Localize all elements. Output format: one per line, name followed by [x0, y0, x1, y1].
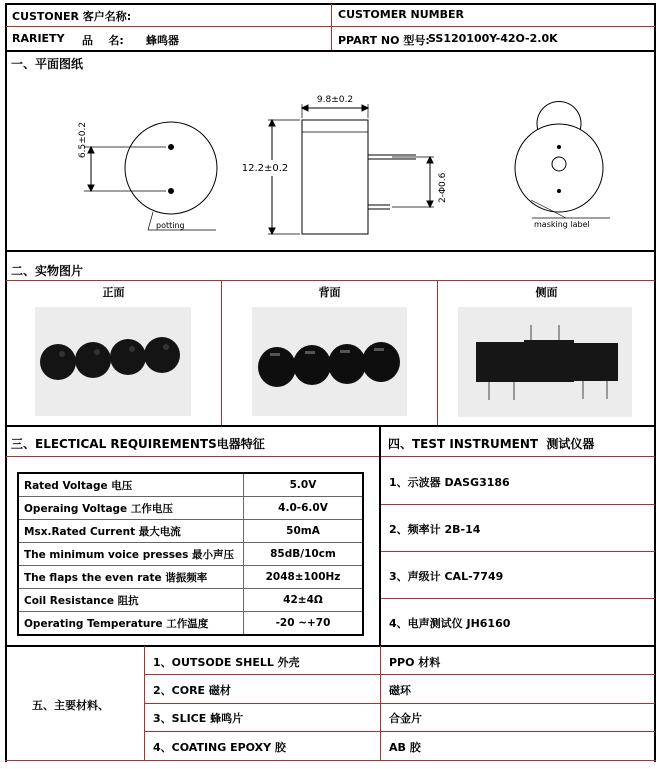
vline-photo-2: [437, 281, 438, 425]
mat-line-3: [145, 731, 655, 732]
pin-spacing-dim: 2-Φ0.6: [438, 172, 448, 203]
photo-front: [35, 307, 191, 416]
spec-value: -20 ~+70: [244, 612, 364, 636]
hline-2: [6, 50, 655, 52]
customer-number-label: CUSTOMER NUMBER: [338, 8, 464, 21]
material-value: AB 胶: [389, 741, 421, 754]
masking-label: masking label: [534, 220, 590, 229]
technical-drawing: [6, 60, 655, 248]
spec-table: [17, 472, 364, 636]
spec-value: 85dB/10cm: [244, 543, 364, 566]
table-row: [18, 497, 363, 520]
customer-label: CUSTONER 客户名称:: [12, 10, 132, 23]
instrument-item: 2、频率计 2B-14: [389, 523, 481, 536]
caption-back: 背面: [318, 286, 341, 299]
spec-name: The minimum voice presses 最小声压: [18, 543, 244, 566]
section2-title: 二、实物图片: [11, 264, 84, 278]
spec-value: 50mA: [244, 520, 364, 543]
hline-caption: [6, 280, 655, 281]
potting-label: potting: [156, 221, 185, 230]
hline-6: [6, 645, 655, 647]
spec-value: 2048±100Hz: [244, 566, 364, 589]
table-row: [18, 520, 363, 543]
spec-name: Msx.Rated Current 最大电流: [18, 520, 244, 543]
mat-line-1: [145, 674, 655, 675]
section5-title: 五、主要材料、: [32, 699, 109, 712]
material-part: 2、CORE 磁材: [153, 684, 231, 697]
spec-value: 5.0V: [244, 473, 364, 497]
table-row: [18, 473, 363, 497]
part-no: SS120100Y-42O-2.0K: [428, 32, 558, 45]
inst-line-3: [381, 598, 655, 599]
width-dim: 9.8±0.2: [316, 95, 354, 105]
material-part: 4、COATING EPOXY 胶: [153, 741, 286, 754]
section1-title: 一、平面图纸: [11, 57, 84, 71]
spec-value: 42±4Ω: [244, 589, 364, 612]
instrument-item: 1、示波器 DASG3186: [389, 476, 510, 489]
caption-side: 侧面: [535, 286, 558, 299]
variety-label: RARIETY: [12, 32, 65, 45]
part-no-label: PPART NO 型号:: [338, 34, 430, 47]
material-value: 合金片: [389, 712, 422, 725]
vline-photo-1: [221, 281, 222, 425]
spec-name: Rated Voltage 电压: [18, 473, 244, 497]
spec-name: The flaps the even rate 谐振频率: [18, 566, 244, 589]
spec-name: Coil Resistance 阻抗: [18, 589, 244, 612]
back-view: [515, 101, 610, 218]
front-view: [84, 122, 217, 230]
inst-line-1: [381, 504, 655, 505]
table-row: [18, 543, 363, 566]
table-row: [18, 566, 363, 589]
table-row: [18, 612, 363, 636]
caption-front: 正面: [102, 286, 125, 299]
instrument-item: 4、电声测试仪 JH6160: [389, 617, 511, 630]
bottom-border: [5, 760, 656, 761]
photo-back: [252, 307, 407, 416]
spec-value: 4.0-6.0V: [244, 497, 364, 520]
vline-header: [331, 4, 332, 50]
side-view: [268, 104, 434, 234]
material-value: 磁环: [389, 684, 411, 697]
material-value: PPO 材料: [389, 656, 441, 669]
instrument-item: 3、声级计 CAL-7749: [389, 570, 504, 583]
product-name: 蜂鸣器: [146, 34, 179, 47]
section4-title: 四、TEST INSTRUMENT 测试仪器: [388, 437, 595, 451]
section3-title: 三、ELECTICAL REQUIREMENTS电器特征: [11, 437, 265, 451]
hline-3: [6, 250, 655, 252]
mat-line-2: [145, 703, 655, 704]
table-row: [18, 589, 363, 612]
material-part: 3、SLICE 蜂鸣片: [153, 712, 244, 725]
diameter-dim: 12.2±0.2: [241, 163, 289, 174]
hline-4: [6, 425, 655, 427]
height-dim: 6.5±0.2: [78, 121, 88, 159]
spec-name: Operating Temperature 工作温度: [18, 612, 244, 636]
product-name-label: 品 名:: [82, 34, 124, 47]
inst-line-2: [381, 551, 655, 552]
vline-sec3-4: [379, 426, 381, 645]
hline-5: [6, 456, 655, 457]
spec-name: Operaing Voltage 工作电压: [18, 497, 244, 520]
material-part: 1、OUTSODE SHELL 外壳: [153, 656, 300, 669]
photo-side: [458, 307, 632, 417]
